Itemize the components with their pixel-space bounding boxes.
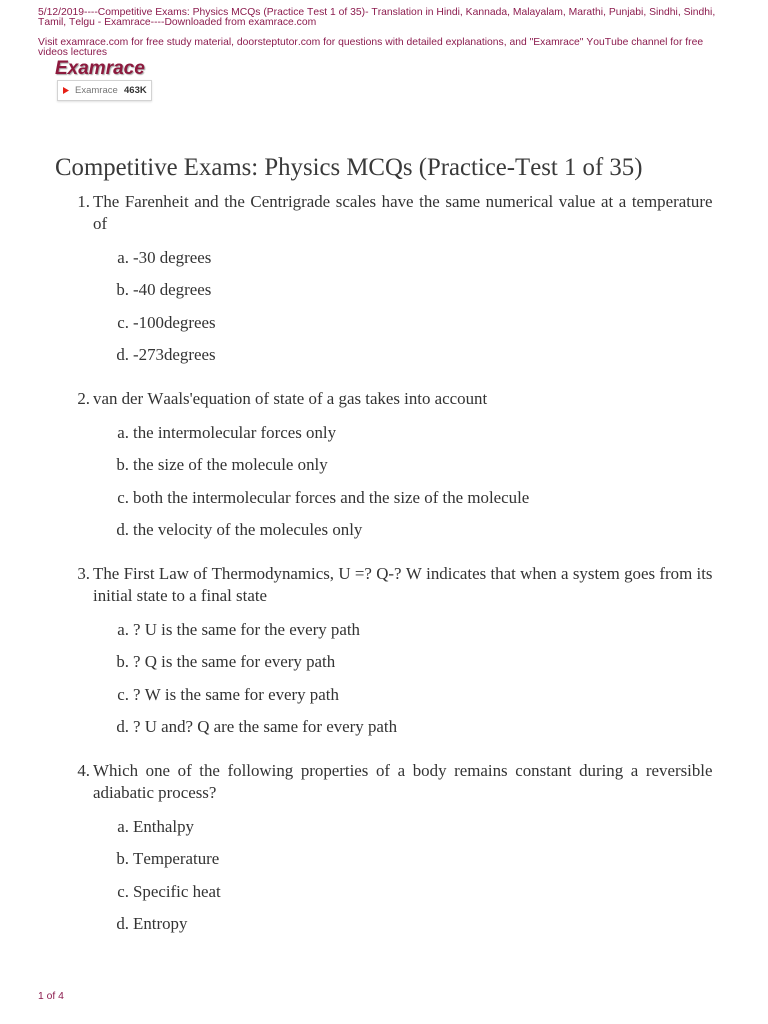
option-text: Enthalpy	[133, 816, 194, 836]
question-list	[0, 191, 768, 935]
option-text: -30 degrees	[133, 247, 212, 267]
option-letter: c.	[117, 312, 129, 332]
option-letter: d.	[116, 520, 129, 539]
question-text	[93, 563, 713, 607]
option-text: ? U and? Q are the same for every path	[133, 717, 398, 736]
examrace-logo[interactable]: Examrace	[55, 58, 145, 79]
question-text-line: adiabatic process?	[93, 783, 217, 802]
question-text-line: The First Law of Thermodynamics, U =? Q-? W indicates that when a system goes from its	[93, 564, 713, 583]
option-letter: d.	[116, 345, 129, 364]
question-text-line: of	[93, 214, 108, 233]
option-text: ? U is the same for the every path	[133, 619, 361, 639]
option-letter: a.	[117, 816, 129, 836]
question-text	[93, 191, 713, 235]
option-letter: a.	[117, 422, 129, 442]
option-letter: b.	[116, 652, 129, 671]
question-row	[0, 388, 768, 410]
subscriber-count: 463K	[124, 85, 147, 96]
option-b	[0, 848, 768, 870]
question-row	[0, 760, 768, 804]
question-number: 3.	[77, 564, 90, 583]
question-text	[93, 760, 713, 804]
option-letter: c.	[117, 881, 129, 901]
option-letter: b.	[116, 455, 129, 474]
option-d	[0, 344, 768, 366]
option-letter: a.	[117, 247, 129, 267]
option-c	[0, 684, 768, 706]
question-4	[0, 760, 768, 935]
option-text: the size of the molecule only	[133, 455, 328, 474]
option-list	[0, 422, 768, 542]
option-b	[0, 651, 768, 673]
print-header	[38, 8, 714, 28]
option-letter: b.	[116, 280, 129, 299]
question-text-line: The Farenheit and the Centrigrade scales have the same numerical value at a temperature	[93, 192, 713, 211]
question-row	[0, 191, 768, 235]
page-title: Competitive Exams: Physics MCQs (Practice-Test 1 of 35)	[55, 154, 643, 181]
option-list	[0, 247, 768, 367]
option-d	[0, 716, 768, 738]
question-2	[0, 388, 768, 541]
option-letter: b.	[116, 849, 129, 868]
option-c	[0, 312, 768, 334]
youtube-channel-name: Examrace	[75, 85, 118, 96]
question-text-line: van der Waals'equation of state of a gas takes into account	[93, 389, 488, 408]
print-header-line: Tamil, Telgu - Examrace----Downloaded from examrace.com	[38, 17, 317, 28]
question-text-line: initial state to a final state	[93, 586, 268, 605]
question-number: 4.	[77, 761, 90, 780]
question-1	[0, 191, 768, 366]
option-c	[0, 881, 768, 903]
download-notice-line: Visit examrace.com for free study material, doorsteptutor.com for questions with detailed explanations, and "Examrace" YouTube channel for free	[38, 36, 704, 48]
print-header-line: 5/12/2019----Competitive Exams: Physics MCQs (Practice Test 1 of 35)- Translation in Hindi, Kannada, Malayalam, Marathi, Punjabi, Sindhi, Sindhi,	[38, 7, 716, 18]
option-letter: c.	[117, 684, 129, 704]
option-list	[0, 816, 768, 936]
question-number: 2.	[77, 389, 90, 408]
youtube-subscribe-button[interactable]	[57, 80, 152, 101]
option-letter: d.	[116, 914, 129, 933]
option-text: ? Q is the same for every path	[133, 652, 336, 671]
option-b	[0, 454, 768, 476]
option-text: -40 degrees	[133, 280, 212, 299]
option-letter: d.	[116, 717, 129, 736]
option-c	[0, 487, 768, 509]
youtube-play-icon	[63, 87, 69, 94]
option-text: ? W is the same for every path	[133, 684, 339, 704]
question-text-line: Which one of the following properties of a body remains constant during a reversible	[93, 761, 713, 780]
download-notice-line: videos lectures	[38, 46, 107, 58]
option-text: -273degrees	[133, 345, 216, 364]
download-notice	[38, 38, 714, 58]
option-text: both the intermolecular forces and the size of the molecule	[133, 487, 530, 507]
question-3	[0, 563, 768, 738]
option-a	[0, 816, 768, 838]
option-letter: c.	[117, 487, 129, 507]
option-a	[0, 619, 768, 641]
option-text: Entropy	[133, 914, 188, 933]
option-d	[0, 913, 768, 935]
option-text: Specific heat	[133, 881, 221, 901]
question-row	[0, 563, 768, 607]
option-letter: a.	[117, 619, 129, 639]
question-number: 1.	[77, 192, 90, 211]
page-number-footer: 1 of 4	[38, 991, 64, 1002]
option-a	[0, 247, 768, 269]
option-text: -100degrees	[133, 312, 216, 332]
option-text: the intermolecular forces only	[133, 422, 337, 442]
question-text	[93, 388, 713, 410]
option-text: Temperature	[133, 849, 220, 868]
option-list	[0, 619, 768, 739]
option-b	[0, 279, 768, 301]
option-text: the velocity of the molecules only	[133, 520, 363, 539]
option-a	[0, 422, 768, 444]
option-d	[0, 519, 768, 541]
